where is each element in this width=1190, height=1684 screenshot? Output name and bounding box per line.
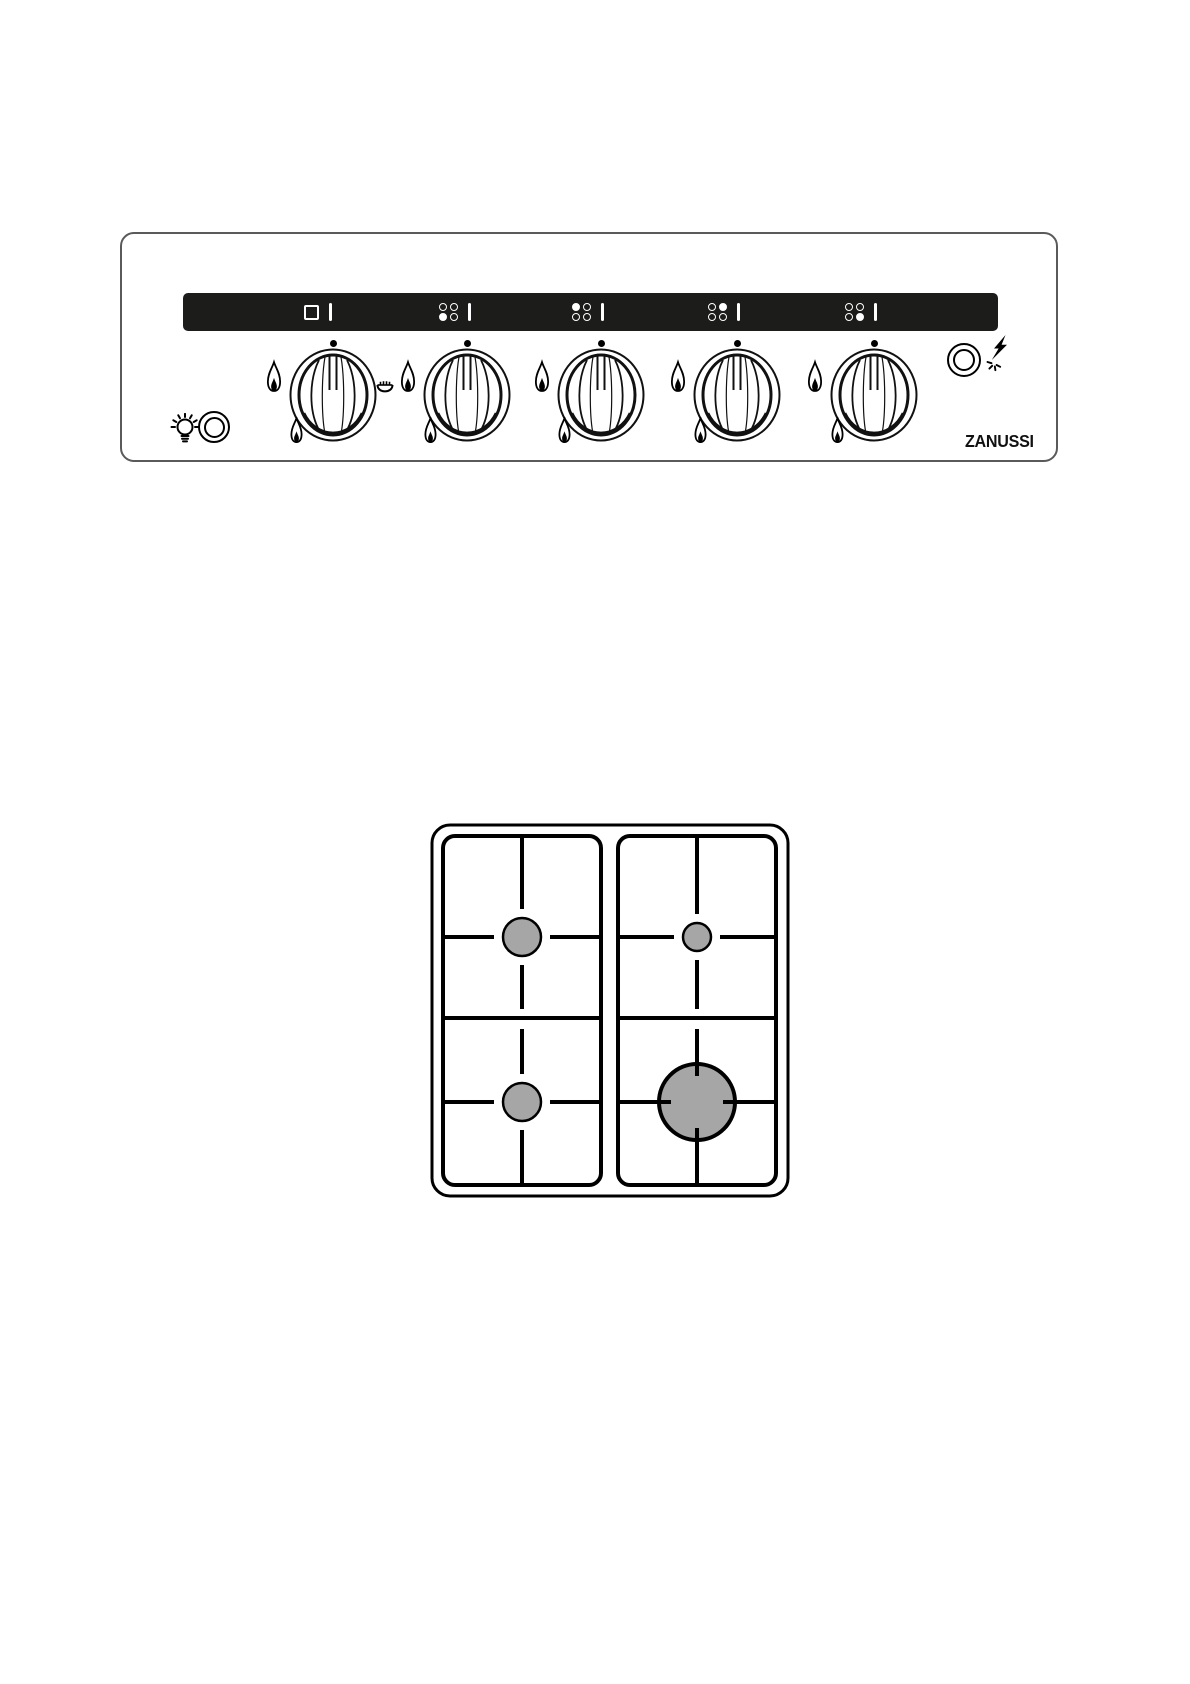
- zone-oven-grill: [304, 293, 332, 331]
- burner-rear-right: [683, 923, 711, 951]
- small-flame-icon: [830, 417, 845, 444]
- indicator-dot: [734, 340, 741, 347]
- burner-position-icon: [845, 303, 864, 322]
- ignition-button-ring: [953, 349, 975, 371]
- burner-position-icon: [572, 303, 591, 322]
- large-flame-icon: [669, 358, 687, 396]
- grill-pan-icon: [375, 380, 395, 396]
- indicator-dot: [871, 340, 878, 347]
- spark-icon: [986, 334, 1014, 372]
- brand-logo: ZANUSSI: [965, 431, 1034, 451]
- ignition-button: [947, 343, 981, 377]
- burner-front-left: [503, 1083, 541, 1121]
- burner-position-icon: [439, 303, 458, 322]
- oven-square-icon: [304, 305, 319, 320]
- indicator-dot: [330, 340, 337, 347]
- selector-separator: [737, 303, 740, 321]
- control-panel-diagram: [120, 232, 1058, 462]
- small-flame-icon: [693, 417, 708, 444]
- lamp-icon: [170, 413, 200, 445]
- zone-front-left-burner: [439, 293, 471, 331]
- hob-outline: [432, 825, 788, 1196]
- large-flame-icon: [399, 358, 417, 396]
- oven-light-button: [198, 411, 230, 443]
- zone-rear-right-burner: [708, 293, 740, 331]
- indicator-dot: [464, 340, 471, 347]
- selector-separator: [874, 303, 877, 321]
- zone-front-right-burner: [845, 293, 877, 331]
- indicator-dot: [598, 340, 605, 347]
- large-flame-icon: [533, 358, 551, 396]
- selector-separator: [468, 303, 471, 321]
- small-flame-icon: [289, 417, 304, 444]
- oven-light-button-ring: [204, 417, 225, 438]
- burner-position-icon: [708, 303, 727, 322]
- burner-rear-left: [503, 918, 541, 956]
- selector-separator: [601, 303, 604, 321]
- hob-diagram: [430, 823, 790, 1198]
- small-flame-icon: [423, 417, 438, 444]
- selector-bar: [183, 293, 998, 331]
- zone-rear-left-burner: [572, 293, 604, 331]
- large-flame-icon: [806, 358, 824, 396]
- selector-separator: [329, 303, 332, 321]
- large-flame-icon: [265, 358, 283, 396]
- small-flame-icon: [557, 417, 572, 444]
